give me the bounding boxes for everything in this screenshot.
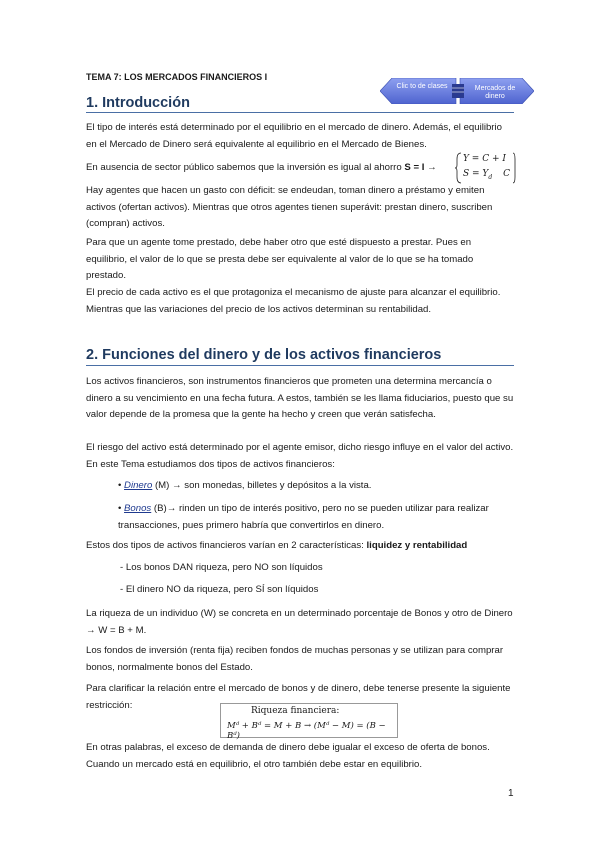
s2-paragraph-3 [86,538,514,555]
s2-paragraph-7: En otras palabras, el exceso de demanda de dinero debe igualar el exceso de oferta de bonos. Cuando un mercado está en equilibrio, el otro también debe estar en equilibrio. [86,742,490,770]
equation-line-1: Y = C + I [463,154,506,164]
eq-sub: d [488,173,493,181]
s2-paragraph-6: Para clarificar la relación entre el mercado de bonos y de dinero, debe tenerse presente la siguiente restricción: [86,683,511,711]
bullet-bonos [118,501,514,534]
section-1-number: 1. [86,95,99,111]
s1-p2-intro: En ausencia de sector público sabemos que la inversión es igual al ahorro [86,162,402,173]
dinero-link[interactable]: Dinero [124,480,153,491]
page-number: 1 [508,788,514,799]
section-2-underline [86,365,514,366]
dash-item-1: - Los bonos DAN riqueza, pero NO son líquidos [120,562,323,573]
s2-p3-bold: liquidez y rentabilidad [366,540,468,551]
section-2-number: 2. [86,347,99,363]
section-2-title: Funciones del dinero y de los activos financieros [102,347,442,363]
s2-paragraph-1: Los activos financieros, son instrumentos financieros que prometen una determina mercancía o dinero a su vencimiento en una fecha futura. A estos, también se les llama fiduciarios, puesto que su valor depende de la promesa que la gente ha hecho y creen que verán satisfecha. [86,376,514,421]
document-title: TEMA 7: LOS MERCADOS FINANCIEROS I [86,72,268,82]
s2-paragraph-4: La riqueza de un individuo (W) se concreta en un determinado porcentaje de Bonos y otro de Dinero → W = B + M. [86,608,513,636]
section-1-title: Introducción [102,95,190,111]
s2-paragraph-5: Los fondos de inversión (renta fija) reciben fondos de muchas personas y se utilizan para comprar bonos, normalmente bonos del Estado. [86,645,504,673]
equation-line-2 [463,169,510,181]
riqueza-title: Riqueza financiera: [251,706,340,716]
bullet-icon: • [118,503,125,514]
s2-paragraph-2: El riesgo del activo está determinado por el agente emisor, dicho riesgo influye en el valor del activo. En este Tema estudiamos dos tipos de activos financieros: [86,442,514,470]
dash-item-2: - El dinero NO da riqueza, pero SÍ son líquidos [120,584,319,595]
s1-paragraph-2 [86,160,456,177]
eq-line2-main: S = Y [463,169,489,179]
nav-left-label[interactable]: Clic to de clases [396,83,448,90]
bonos-link[interactable]: Bonos [124,503,152,514]
eq-line2-c: C [503,169,510,179]
s1-p2-bold: S = I [404,162,425,173]
section-1-underline [86,112,514,113]
s1-paragraph-5: El precio de cada activo es el que protagoniza el mecanismo de ajuste para alcanzar el equilibrio. Mientras que las variaciones del precio de los activos determinan su rentabilidad. [86,287,501,315]
section-heading-2 [86,347,441,363]
riqueza-formula: Mᵈ + Bᵈ = M + B → (Mᵈ − M) = (B − Bᵈ) [227,721,386,741]
bullet-dinero [118,478,508,495]
equation-system [455,151,517,185]
riqueza-equation-box [220,703,398,741]
nav-graphic[interactable] [380,78,534,104]
arrow-icon: → [427,162,437,173]
s2-p3-text: Estos dos tipos de activos financieros varían en 2 características: [86,540,364,551]
bullet-icon: • [118,480,125,491]
s1-paragraph-4: Para que un agente tome prestado, debe haber otro que esté dispuesto a prestar. Pues en equilibrio, el valor de lo que se presta debe ser equivalente al valor de lo que se ha tomado prestado. [86,237,474,282]
s1-paragraph-1: El tipo de interés está determinado por el equilibrio en el mercado de dinero. Además, el equilibrio en el Mercado de Dinero será equivalente al equilibrio en el Mercado de Bienes. [86,122,502,150]
nav-right-label[interactable]: Mercados de dinero [474,85,516,100]
section-heading-1 [86,95,190,111]
bullet-dinero-text: (M) → son monedas, billetes y depósitos a la vista. [154,480,372,491]
bullet-bonos-text: (B)→ rinden un tipo de interés positivo, pero no se pueden utilizar para realizar transacciones, pues primero habría que convertirlos en dinero. [118,503,489,531]
s1-paragraph-3: Hay agentes que hacen un gasto con déficit: se endeudan, toman dinero a préstamo y emiten activos (ofertan activos). Mientras que otros agentes tienen superávit: prestan dinero, suscriben (compran) activos. [86,185,493,230]
